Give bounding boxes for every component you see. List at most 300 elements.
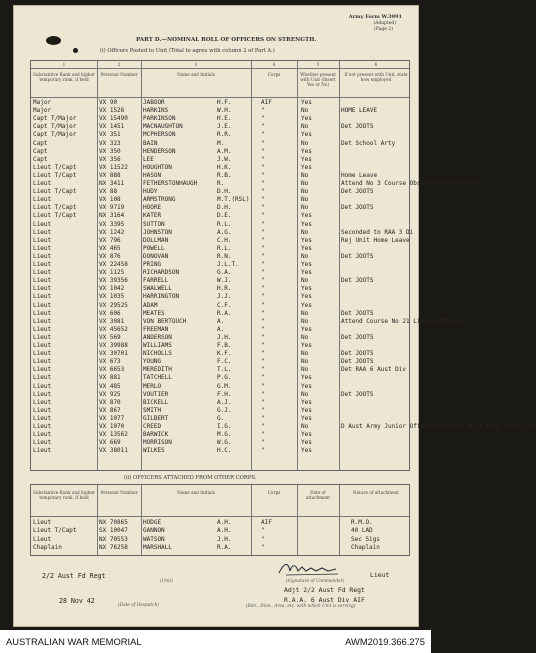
surname-cell: FREEMAN <box>143 325 169 333</box>
employment-cell: Rej Unit Home Leave <box>341 236 410 244</box>
corps-cell: " <box>261 535 265 543</box>
personal-number-cell: NX 3411 <box>99 180 125 187</box>
corps-cell: " <box>261 131 265 139</box>
rank-cell: Lieut <box>33 398 52 406</box>
employment-cell: Det JOOTS <box>341 309 374 317</box>
corps-cell: " <box>261 406 265 414</box>
personal-number-cell: VX 6653 <box>99 366 125 374</box>
table-row <box>31 212 409 220</box>
initials-cell: C.F. <box>217 301 232 309</box>
table-row <box>31 326 409 334</box>
corps-cell: " <box>261 358 265 366</box>
table-row <box>31 285 409 293</box>
table-row <box>31 374 409 382</box>
initials-cell: H.C. <box>217 447 232 455</box>
table-row <box>31 302 409 310</box>
present-cell: No <box>301 123 309 131</box>
personal-number-cell: NX 76258 <box>99 544 128 552</box>
column-number: 6 <box>374 62 378 67</box>
column-header: Corps <box>267 490 281 495</box>
present-cell: No <box>301 139 309 147</box>
table-row <box>31 293 409 301</box>
surname-cell: NICHOLLS <box>143 350 172 358</box>
unit-label: (Unit) <box>160 579 173 584</box>
personal-number-cell: VX 90 <box>99 99 118 106</box>
initials-cell: J.H. <box>217 333 232 341</box>
employment-cell: Home Leave <box>341 171 378 179</box>
personal-number-cell: VX 796 <box>99 236 121 244</box>
present-cell: No <box>301 358 309 366</box>
corps-cell: " <box>261 139 265 147</box>
signature-rank: Lieut <box>370 571 390 579</box>
present-cell: Yes <box>301 131 312 139</box>
surname-cell: SUTTON <box>143 220 165 228</box>
column-header: Name and Initials <box>177 490 215 495</box>
column-header: Whether present with Unit (Insert Yes or No) <box>300 72 336 87</box>
unit-value: 2/2 Aust Fd Regt <box>42 572 106 580</box>
corps-cell: " <box>261 261 265 268</box>
ink-blot <box>46 36 61 45</box>
corps-cell: " <box>261 431 265 439</box>
ink-blot-small <box>73 48 78 53</box>
initials-cell: A.H. <box>217 519 232 526</box>
personal-number-cell: NX 3164 <box>99 212 125 220</box>
rank-cell: Lieut <box>33 317 52 325</box>
surname-cell: KATER <box>143 212 162 220</box>
corps-cell: " <box>261 333 265 341</box>
initials-cell: F.H. <box>217 390 232 398</box>
rank-cell: Lieut <box>33 220 52 228</box>
surname-cell: LEE <box>143 155 154 163</box>
employment-cell: Det JOOTS <box>341 204 374 212</box>
personal-number-cell: VX 1070 <box>99 423 125 430</box>
despatch-date: 28 Nov 42 <box>59 597 95 605</box>
personal-number-cell: VX 351 <box>99 131 121 139</box>
corps-cell: " <box>261 123 265 131</box>
table-row <box>31 415 409 423</box>
column-number: 2 <box>117 62 121 67</box>
rank-cell: Lieut <box>33 180 52 187</box>
initials-cell: R.R. <box>217 131 232 139</box>
corps-cell: " <box>261 252 265 260</box>
surname-cell: PARKINSON <box>143 115 176 123</box>
table-row <box>31 228 414 237</box>
rank-cell: Lieut T/Capt <box>33 188 77 196</box>
personal-number-cell: VX 876 <box>99 252 121 260</box>
formation-value: R.A.A. 6 Aust Div AIF <box>284 596 365 604</box>
rank-cell: Lieut <box>33 325 52 333</box>
employment-cell: Seconded to RAA 3 Di <box>341 228 414 236</box>
present-cell: Yes <box>301 220 312 228</box>
initials-cell: R. <box>217 180 225 187</box>
table-row <box>31 334 409 342</box>
present-cell: Yes <box>301 382 312 390</box>
surname-cell: MORRISON <box>143 439 172 447</box>
initials-cell: H.E. <box>217 115 232 123</box>
initials-cell: R.N. <box>217 252 232 260</box>
rank-cell: Lieut T/Capt <box>33 527 77 535</box>
table-row <box>31 431 409 439</box>
corps-cell: " <box>261 277 265 285</box>
initials-cell: W.H. <box>217 107 232 115</box>
present-cell: Yes <box>301 342 312 349</box>
initials-cell: D.E. <box>217 212 232 220</box>
column-header: Substantive Rank and higher temporary rank, if held <box>33 490 95 500</box>
personal-number-cell: VX 485 <box>99 382 121 390</box>
surname-cell: HARRINGTON <box>143 293 180 301</box>
surname-cell: VOUTIER <box>143 390 169 398</box>
initials-cell: M.T.(RSL) <box>217 196 250 204</box>
present-cell: No <box>301 228 309 236</box>
column-header: Substantive Rank and higher temporary rank, if held <box>33 72 95 82</box>
surname-cell: RICHARDSON <box>143 269 180 277</box>
table-row <box>31 156 409 164</box>
table-row <box>31 204 409 212</box>
table-row <box>31 196 409 204</box>
rank-cell: Major <box>33 99 52 106</box>
surname-cell: PRING <box>143 261 162 268</box>
employment-cell: HOME LEAVE <box>341 107 378 115</box>
surname-cell: WATSON <box>143 535 165 543</box>
corps-cell: " <box>261 188 265 196</box>
rank-cell: Lieut T/Capt <box>33 212 77 220</box>
rank-cell: Lieut <box>33 333 52 341</box>
table-row <box>31 519 409 527</box>
present-cell: Yes <box>301 99 312 106</box>
present-cell: Yes <box>301 236 312 244</box>
attachment-nature-cell: Sec Sigs <box>351 535 380 543</box>
present-cell: No <box>301 107 309 115</box>
table-row <box>31 399 409 407</box>
personal-number-cell: VX 569 <box>99 333 121 341</box>
column-header: Personal Number <box>100 490 138 495</box>
personal-number-cell: VX 673 <box>99 358 121 366</box>
rank-cell: Lieut <box>33 519 52 526</box>
present-cell: Yes <box>301 285 312 293</box>
column-number: 1 <box>62 62 66 67</box>
commander-appointment: Adjt 2/2 Aust Fd Regt <box>284 586 365 594</box>
corps-cell: " <box>261 439 265 447</box>
initials-cell: J.J. <box>217 293 232 301</box>
initials-cell: W.J. <box>217 277 232 285</box>
table-row <box>31 164 409 172</box>
initials-cell: H.R. <box>217 285 232 293</box>
present-cell: Yes <box>301 212 312 220</box>
present-cell: No <box>301 204 309 212</box>
personal-number-cell: VX 39988 <box>99 342 128 349</box>
initials-cell: R.L. <box>217 244 232 252</box>
commander-signature <box>276 559 344 579</box>
personal-number-cell: VX 13562 <box>99 431 128 439</box>
initials-cell: A.J. <box>217 398 232 406</box>
rank-cell: Capt T/Major <box>33 131 77 139</box>
rank-cell: Lieut <box>33 374 52 382</box>
army-form-number: Army Form W.3991 <box>348 14 402 20</box>
corps-cell: " <box>261 269 265 277</box>
personal-number-cell: VX 15490 <box>99 115 128 123</box>
surname-cell: GILBERT <box>143 414 169 422</box>
surname-cell: FARRELL <box>143 277 169 285</box>
column-header: Name and Initials <box>177 72 215 77</box>
rank-cell: Lieut <box>33 309 52 317</box>
corps-cell: " <box>261 423 265 430</box>
initials-cell: R.A. <box>217 309 232 317</box>
personal-number-cell: VX 925 <box>99 390 121 398</box>
corps-cell: " <box>261 212 265 220</box>
present-cell: Yes <box>301 163 312 171</box>
personal-number-cell: NX 70553 <box>99 535 128 543</box>
table-row <box>31 172 409 180</box>
initials-cell: P.G. <box>217 374 232 382</box>
initials-cell: A.M. <box>217 147 232 155</box>
surname-cell: WILKES <box>143 447 165 455</box>
surname-cell: SMITH <box>143 406 162 414</box>
surname-cell: WILLIAMS <box>143 342 172 349</box>
surname-cell: POWELL <box>143 244 165 252</box>
surname-cell: DOLLMAN <box>143 236 169 244</box>
present-cell: No <box>301 390 309 398</box>
rank-cell: Lieut <box>33 382 52 390</box>
initials-cell: A.G. <box>217 228 232 236</box>
table-row <box>31 180 482 188</box>
surname-cell: DONOVAN <box>143 252 169 260</box>
corps-cell: " <box>261 317 265 325</box>
initials-cell: J.E. <box>217 123 232 131</box>
personal-number-cell: VX 1242 <box>99 228 125 236</box>
personal-number-cell: VX 9719 <box>99 204 125 212</box>
table-row <box>31 115 409 123</box>
table-row <box>31 131 409 139</box>
present-cell: No <box>301 423 309 430</box>
surname-cell: CREED <box>143 423 162 430</box>
table-row <box>31 423 536 431</box>
corps-cell: " <box>261 366 265 374</box>
surname-cell: HODGE <box>143 519 162 526</box>
rank-cell: Capt T/Major <box>33 115 77 123</box>
section-ii-title: (ii) OFFICERS ATTACHED FROM OTHER CORPS. <box>124 475 257 481</box>
present-cell: No <box>301 333 309 341</box>
initials-cell: J.L.T. <box>217 261 239 268</box>
column-header: If not present with Unit, state how employed <box>344 72 408 82</box>
present-cell: Yes <box>301 398 312 406</box>
personal-number-cell: NX 70865 <box>99 519 128 526</box>
surname-cell: ARMSTRONG <box>143 196 176 204</box>
table-row <box>31 317 468 326</box>
rank-cell: Lieut <box>33 269 52 277</box>
employment-cell: Det JOOTS <box>341 350 374 358</box>
table-row <box>31 123 409 131</box>
present-cell: No <box>301 350 309 358</box>
initials-cell: A. <box>217 317 225 325</box>
initials-cell: C.H. <box>217 236 232 244</box>
present-cell: Yes <box>301 431 312 439</box>
employment-cell: Attend Course No 21 Liason Officers <box>341 317 468 325</box>
surname-cell: HASON <box>143 171 162 179</box>
present-cell: Yes <box>301 301 312 309</box>
rank-cell: Chaplain <box>33 544 62 552</box>
rank-cell: Lieut <box>33 301 52 309</box>
table-row <box>31 221 409 229</box>
corps-cell: " <box>261 309 265 317</box>
column-header: Personal Number <box>100 72 138 77</box>
signature-label: (Signature of Commander) <box>286 579 345 584</box>
initials-cell: M. <box>217 139 225 147</box>
personal-number-cell: VX 606 <box>99 309 121 317</box>
personal-number-cell: VX 356 <box>99 155 121 163</box>
present-cell: No <box>301 317 309 325</box>
surname-cell: GANNON <box>143 527 165 535</box>
table-row <box>31 253 409 261</box>
surname-cell: ADAM <box>143 301 158 309</box>
table-row <box>31 342 409 350</box>
present-cell: Yes <box>301 325 312 333</box>
present-cell: Yes <box>301 261 312 268</box>
rank-cell: Capt T/Major <box>33 123 77 131</box>
initials-cell: K.F. <box>217 350 232 358</box>
rank-cell: Lieut <box>33 277 52 285</box>
corps-cell: AIF <box>261 99 272 106</box>
table-row <box>31 407 409 415</box>
rank-cell: Lieut <box>33 196 52 204</box>
formation-label: (Bde., Divn., Area, etc. with which Unit is serving) <box>246 604 356 609</box>
table-row <box>31 350 409 358</box>
personal-number-cell: VX 888 <box>99 171 121 179</box>
form-adapted: (Adapted) <box>373 21 396 26</box>
initials-cell: J.H. <box>217 535 232 543</box>
table-row <box>31 188 409 196</box>
personal-number-cell: VX 669 <box>99 439 121 447</box>
surname-cell: BICKELL <box>143 398 169 406</box>
employment-cell: Det JOOTS <box>341 277 374 285</box>
surname-cell: HARKINS <box>143 107 169 115</box>
column-number: 3 <box>194 62 198 67</box>
archive-name: AUSTRALIAN WAR MEMORIAL <box>6 636 142 647</box>
rank-cell: Lieut <box>33 406 52 414</box>
initials-cell: I.G. <box>217 423 232 430</box>
initials-cell: G.J. <box>217 406 232 414</box>
surname-cell: MERLO <box>143 382 162 390</box>
corps-cell: " <box>261 342 265 349</box>
initials-cell: G.M. <box>217 382 232 390</box>
personal-number-cell: VX 323 <box>99 139 121 147</box>
rank-cell: Lieut <box>33 423 52 430</box>
present-cell: Yes <box>301 439 312 447</box>
surname-cell: MEREDITH <box>143 366 172 374</box>
present-cell: No <box>301 171 309 179</box>
initials-cell: D.H. <box>217 188 232 196</box>
corps-cell: " <box>261 374 265 382</box>
surname-cell: MACNAUGHTON <box>143 123 183 131</box>
present-cell: No <box>301 309 309 317</box>
despatch-date-label: (Date of Despatch) <box>118 603 159 608</box>
form-page: (Page 2) <box>374 27 393 32</box>
corps-cell: " <box>261 293 265 301</box>
personal-number-cell: VX 870 <box>99 398 121 406</box>
personal-number-cell: VX 1526 <box>99 107 125 115</box>
table-row <box>31 383 409 391</box>
personal-number-cell: VX 465 <box>99 244 121 252</box>
personal-number-cell: VX 1077 <box>99 414 125 422</box>
rank-cell: Capt <box>33 147 48 155</box>
column-header: Nature of attachment <box>353 490 399 495</box>
personal-number-cell: VX 22458 <box>99 261 128 268</box>
surname-cell: SWALWELL <box>143 285 172 293</box>
table-row <box>31 148 409 156</box>
present-cell: Yes <box>301 447 312 455</box>
personal-number-cell: VX 29525 <box>99 301 128 309</box>
rank-cell: Lieut <box>33 414 52 422</box>
corps-cell: " <box>261 107 265 115</box>
rank-cell: Capt <box>33 155 48 163</box>
initials-cell: F.B. <box>217 342 232 349</box>
present-cell: Yes <box>301 406 312 414</box>
employment-cell: D Aust Army Junior Officers School No 1 Arty Signal Of <box>341 423 536 430</box>
rank-cell: Lieut <box>33 366 52 374</box>
rank-cell: Major <box>33 107 52 115</box>
surname-cell: VON BERTOUCH <box>143 317 187 325</box>
section-i-title: (i) Officers Posted to Unit (Total to agree with column 2 of Part A.) <box>100 48 275 54</box>
table-row <box>31 366 409 374</box>
table-row <box>31 107 409 115</box>
initials-cell: T.L. <box>217 366 232 374</box>
corps-cell: " <box>261 115 265 123</box>
corps-cell: " <box>261 350 265 358</box>
column-header: Corps <box>267 72 281 77</box>
initials-cell: R.B. <box>217 171 232 179</box>
surname-cell: HOUGHTON <box>143 163 172 171</box>
surname-cell: HOORE <box>143 204 162 212</box>
initials-cell: H.F. <box>217 99 232 106</box>
attachment-nature-cell: R.M.O. <box>351 519 373 526</box>
corps-cell: " <box>261 155 265 163</box>
table-row <box>31 358 409 366</box>
initials-cell: R.L. <box>217 220 232 228</box>
surname-cell: MCPHERSON <box>143 131 176 139</box>
rank-cell: Lieut <box>33 252 52 260</box>
table-row <box>31 277 409 285</box>
present-cell: No <box>301 196 309 204</box>
present-cell: Yes <box>301 374 312 382</box>
rank-cell: Lieut T/Capt <box>33 171 77 179</box>
surname-cell: JOHNSTON <box>143 228 172 236</box>
surname-cell: HUDY <box>143 188 158 196</box>
table-row <box>31 544 409 552</box>
column-number: 4 <box>272 62 276 67</box>
initials-cell: W.G. <box>217 439 232 447</box>
present-cell: Yes <box>301 147 312 155</box>
employment-cell: Det JOOTS <box>341 252 374 260</box>
table-row <box>31 391 409 399</box>
rank-cell: Lieut <box>33 285 52 293</box>
document-page <box>13 5 536 627</box>
initials-cell: H.K. <box>217 163 232 171</box>
table-row <box>31 527 409 535</box>
attachment-nature-cell: 40 LAD <box>351 527 373 535</box>
present-cell: No <box>301 277 309 285</box>
initials-cell: A. <box>217 325 225 333</box>
officers-on-strength-table <box>30 60 536 471</box>
surname-cell: ANDERSON <box>143 333 172 341</box>
corps-cell: " <box>261 527 265 535</box>
personal-number-cell: VX 1042 <box>99 285 125 293</box>
personal-number-cell: VX 108 <box>99 196 121 204</box>
personal-number-cell: VX 881 <box>99 374 121 382</box>
corps-cell: " <box>261 285 265 293</box>
initials-cell: G.A. <box>217 269 232 277</box>
surname-cell: TATCHELL <box>143 374 172 382</box>
table-row <box>31 536 409 544</box>
corps-cell: " <box>261 325 265 333</box>
